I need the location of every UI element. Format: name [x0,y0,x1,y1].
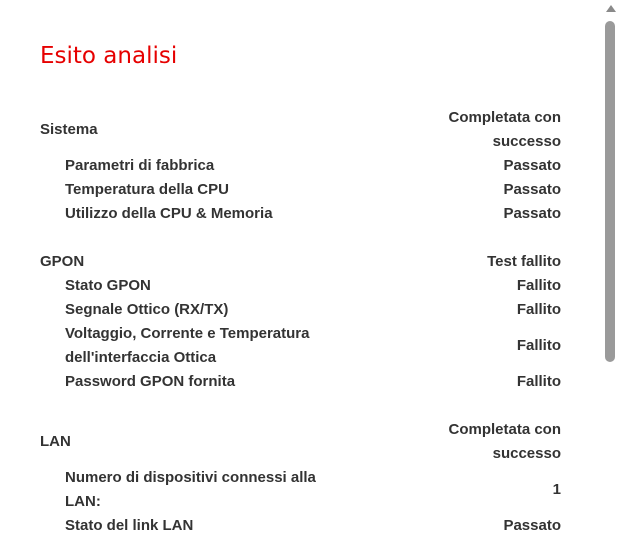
check-label: Temperatura della CPU [65,181,229,198]
check-result: Fallito [516,301,561,318]
scrollbar-thumb[interactable] [605,21,615,362]
check-result: Passato [503,517,561,534]
check-label: Password GPON fornita [65,373,236,390]
section-label: GPON [40,253,85,270]
check-label: Utilizzo della CPU & Memoria [65,205,273,222]
section-sistema-header [40,106,561,154]
check-row [65,466,561,514]
check-row [65,298,561,322]
section-label: Sistema [40,121,98,138]
check-label: Parametri di fabbrica [65,157,215,174]
check-label: Numero di dispositivi connessi alla LAN: [65,469,316,510]
chevron-up-icon[interactable] [606,5,616,12]
check-result: 1 [552,481,561,498]
section-status: Completata con successo [448,109,561,150]
check-row [65,514,561,538]
section-status: Completata con successo [448,421,561,462]
check-result: Fallito [516,337,561,354]
vertical-scrollbar[interactable] [603,0,617,550]
section-status: Test fallito [487,253,561,270]
check-label: Stato GPON [65,277,151,294]
check-row [65,274,561,298]
check-row [65,370,561,394]
page-title: Esito analisi [40,43,178,69]
check-label: Stato del link LAN [65,517,194,534]
check-label: Voltaggio, Corrente e Temperatura dell'interfaccia Ottica [65,325,310,366]
check-result: Passato [503,181,561,198]
check-row [65,154,561,178]
check-result: Fallito [516,277,561,294]
check-result: Passato [503,157,561,174]
check-label: Segnale Ottico (RX/TX) [65,301,229,318]
section-gpon-header [40,250,561,274]
section-lan-header [40,418,561,466]
check-row [65,178,561,202]
check-row [65,322,561,370]
check-result: Passato [503,205,561,222]
check-result: Fallito [516,373,561,390]
check-row [65,202,561,226]
section-label: LAN [40,433,71,450]
